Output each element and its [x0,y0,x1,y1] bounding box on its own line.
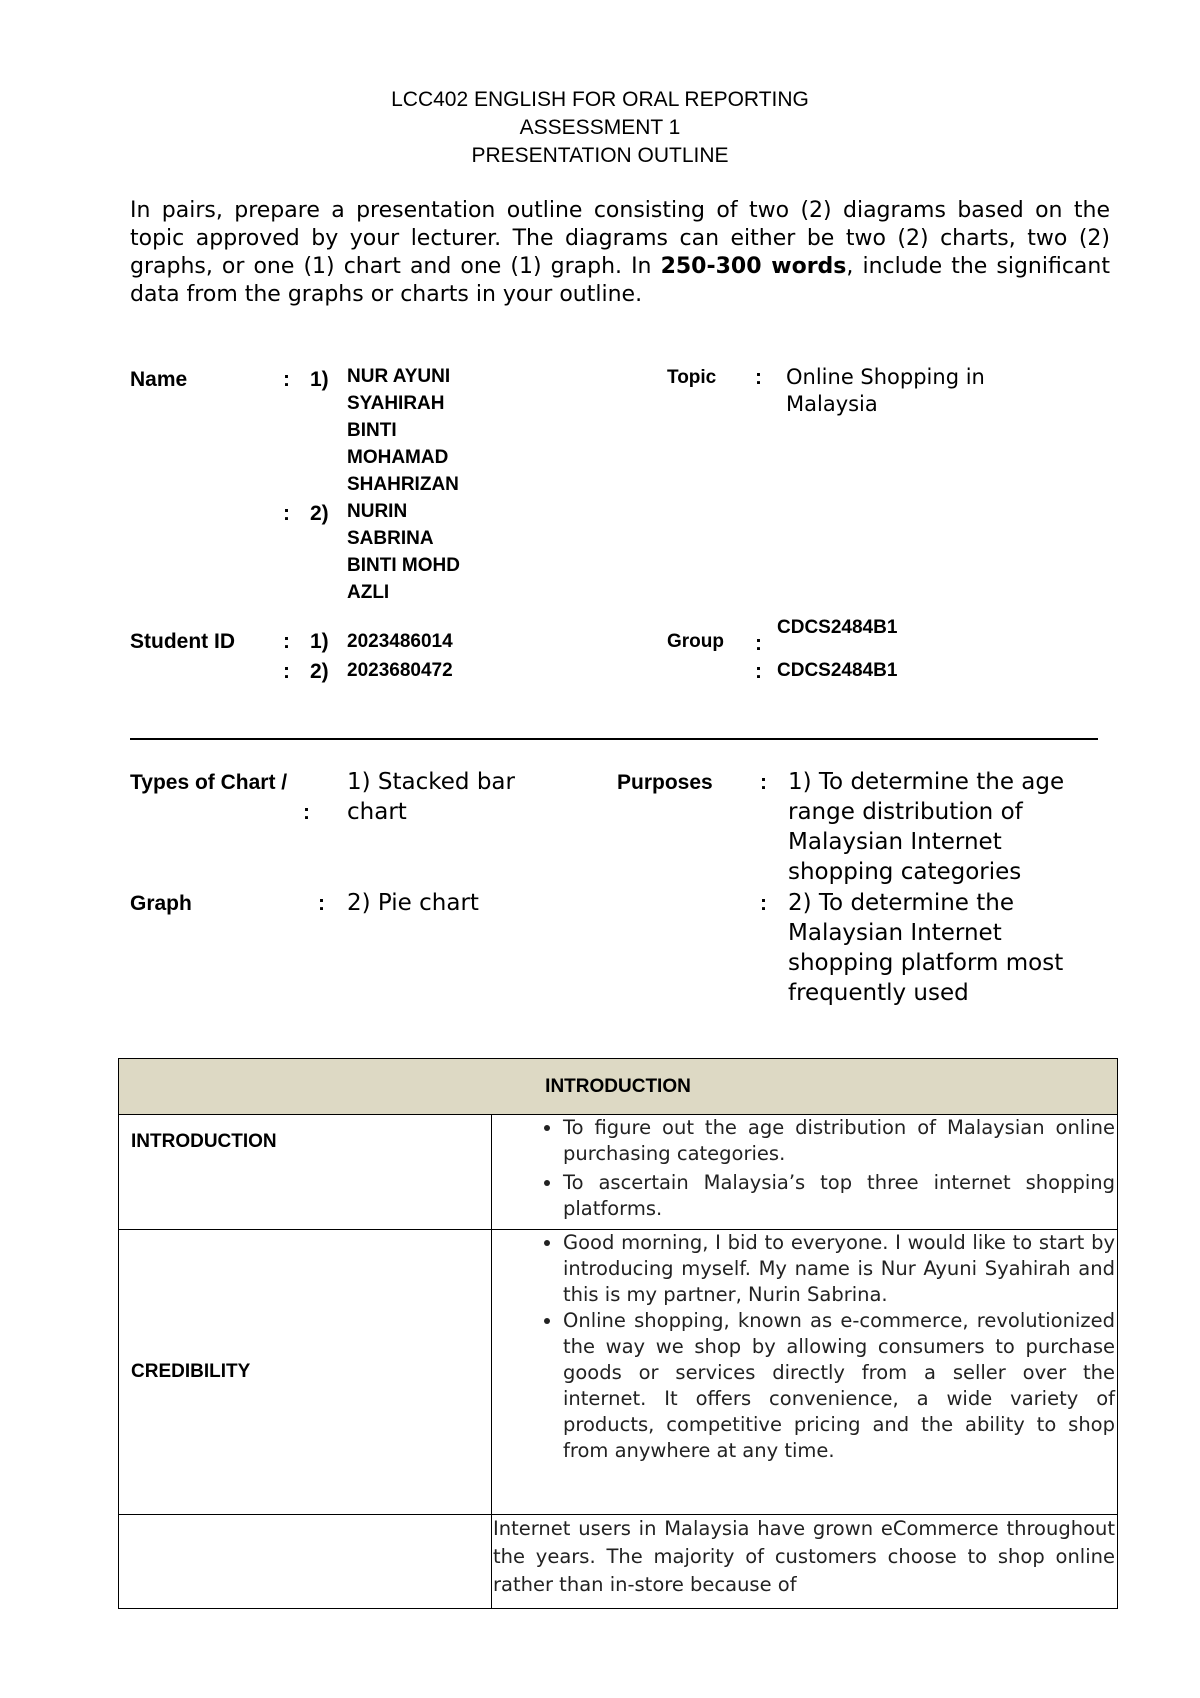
purpose-1 [788,767,1064,887]
name-num-1: 1) [310,368,329,391]
group-label: Group [667,631,724,652]
purpose-2-line: 2) To determine the [788,890,1014,916]
student-id-num-1: 1) [310,630,329,653]
row-label-empty [119,1515,492,1609]
member1-name-line: SYAHIRAH [347,393,445,414]
purpose-2-line: shopping platform most [788,950,1064,976]
graph-label: Graph [130,892,192,915]
table-row [119,1515,1118,1609]
name-num-2: 2) [310,502,329,525]
row-content-credibility [492,1230,1118,1515]
topic-line: Online Shopping in [786,365,985,389]
student-id-colon-1: : [283,630,290,653]
purposes-colon-2: : [760,892,767,915]
student-id-1: 2023486014 [347,631,453,652]
row-label-credibility: CREDIBILITY [119,1230,492,1515]
doc-title: LCC402 ENGLISH FOR ORAL REPORTING [391,88,809,111]
chart-type-1-line: 1) Stacked bar [347,769,515,795]
group-colon-1: : [755,632,762,655]
instructions-part1: In pairs, prepare a presentation outline consisting of two (2) diagrams based on the topic approved by your lecturer. The diagrams can either be two (2) charts, two (2) graphs, or one (1) chart and one (1) graph. In [130,198,1110,279]
chart-type-1-line: chart [347,799,407,825]
list-item: • Good morning, I bid to everyone. I would like to start by introducing myself. My name is Nur Ayuni Syahirah and this is my partner, Nurin Sabrina. [563,1230,1115,1308]
outline-table [118,1058,1118,1609]
row-content-background [492,1515,1118,1609]
list-item: • To figure out the age distribution of Malaysian online purchasing categories. [563,1115,1115,1167]
purposes-label: Purposes [617,771,713,794]
topic-line: Malaysia [786,392,878,416]
purpose-1-line: shopping categories [788,859,1022,885]
member2-name-line: AZLI [347,582,390,603]
graph-colon: : [318,892,325,915]
member1-name [347,363,459,498]
student-id-2: 2023680472 [347,660,453,681]
purpose-2 [788,888,1063,1008]
table-row [119,1115,1118,1230]
doc-subtitle-outline: PRESENTATION OUTLINE [471,144,729,167]
chart-type-2: 2) Pie chart [347,890,479,916]
member2-name-line: NURIN [347,501,408,522]
student-id-colon-2: : [283,660,290,683]
member1-name-line: MOHAMAD [347,447,449,468]
topic-label: Topic [667,367,717,388]
purpose-2-line: Malaysian Internet [788,920,1002,946]
instructions-paragraph [130,197,1110,309]
name-colon-1: : [283,368,290,391]
purpose-1-line: range distribution of [788,799,1023,825]
doc-subtitle-assessment: ASSESSMENT 1 [519,116,681,139]
student-id-num-2: 2) [310,660,329,683]
member1-name-line: NUR AYUNI [347,366,451,387]
chart-type-1 [347,767,515,827]
name-label: Name [130,368,188,391]
types-colon: : [303,801,310,824]
name-colon-2: : [283,502,290,525]
purposes-colon-1: : [760,771,767,794]
topic-colon: : [755,366,762,389]
background-text: Internet users in Malaysia have grown eCommerce throughout the years. The majority of customers choose to shop online rather than in-store because of [493,1517,1115,1596]
member1-name-line: SHAHRIZAN [347,474,459,495]
row-label-introduction: INTRODUCTION [119,1115,492,1230]
member1-name-line: BINTI [347,420,397,441]
purpose-2-line: frequently used [788,980,969,1006]
topic-value [786,364,985,418]
section-divider [130,738,1098,740]
table-row [119,1230,1118,1515]
member2-name-line: SABRINA [347,528,434,549]
member2-name [347,498,460,606]
list-item: • To ascertain Malaysia’s top three internet shopping platforms. [563,1170,1115,1222]
instructions-word-count: 250-300 words [660,254,847,279]
instructions-part2: , include the significant data from the graphs or charts in your outline. [130,254,1110,307]
group-2: CDCS2484B1 [777,660,898,681]
purpose-1-line: 1) To determine the age [788,769,1065,795]
table-header: INTRODUCTION [119,1059,1118,1115]
table-header-row [119,1059,1118,1115]
student-id-label: Student ID [130,630,235,653]
list-item: • Online shopping, known as e-commerce, revolutionized the way we shop by allowing consumers to purchase goods or services directly from a seller over the internet. It offers convenience, a wide variety of products, competitive pricing and the ability to shop from anywhere at any time. [563,1308,1115,1464]
types-label: Types of Chart / [130,771,288,794]
group-1: CDCS2484B1 [777,617,898,638]
group-colon-2: : [755,660,762,683]
purpose-1-line: Malaysian Internet [788,829,1002,855]
member2-name-line: BINTI MOHD [347,555,460,576]
row-content-introduction [492,1115,1118,1230]
